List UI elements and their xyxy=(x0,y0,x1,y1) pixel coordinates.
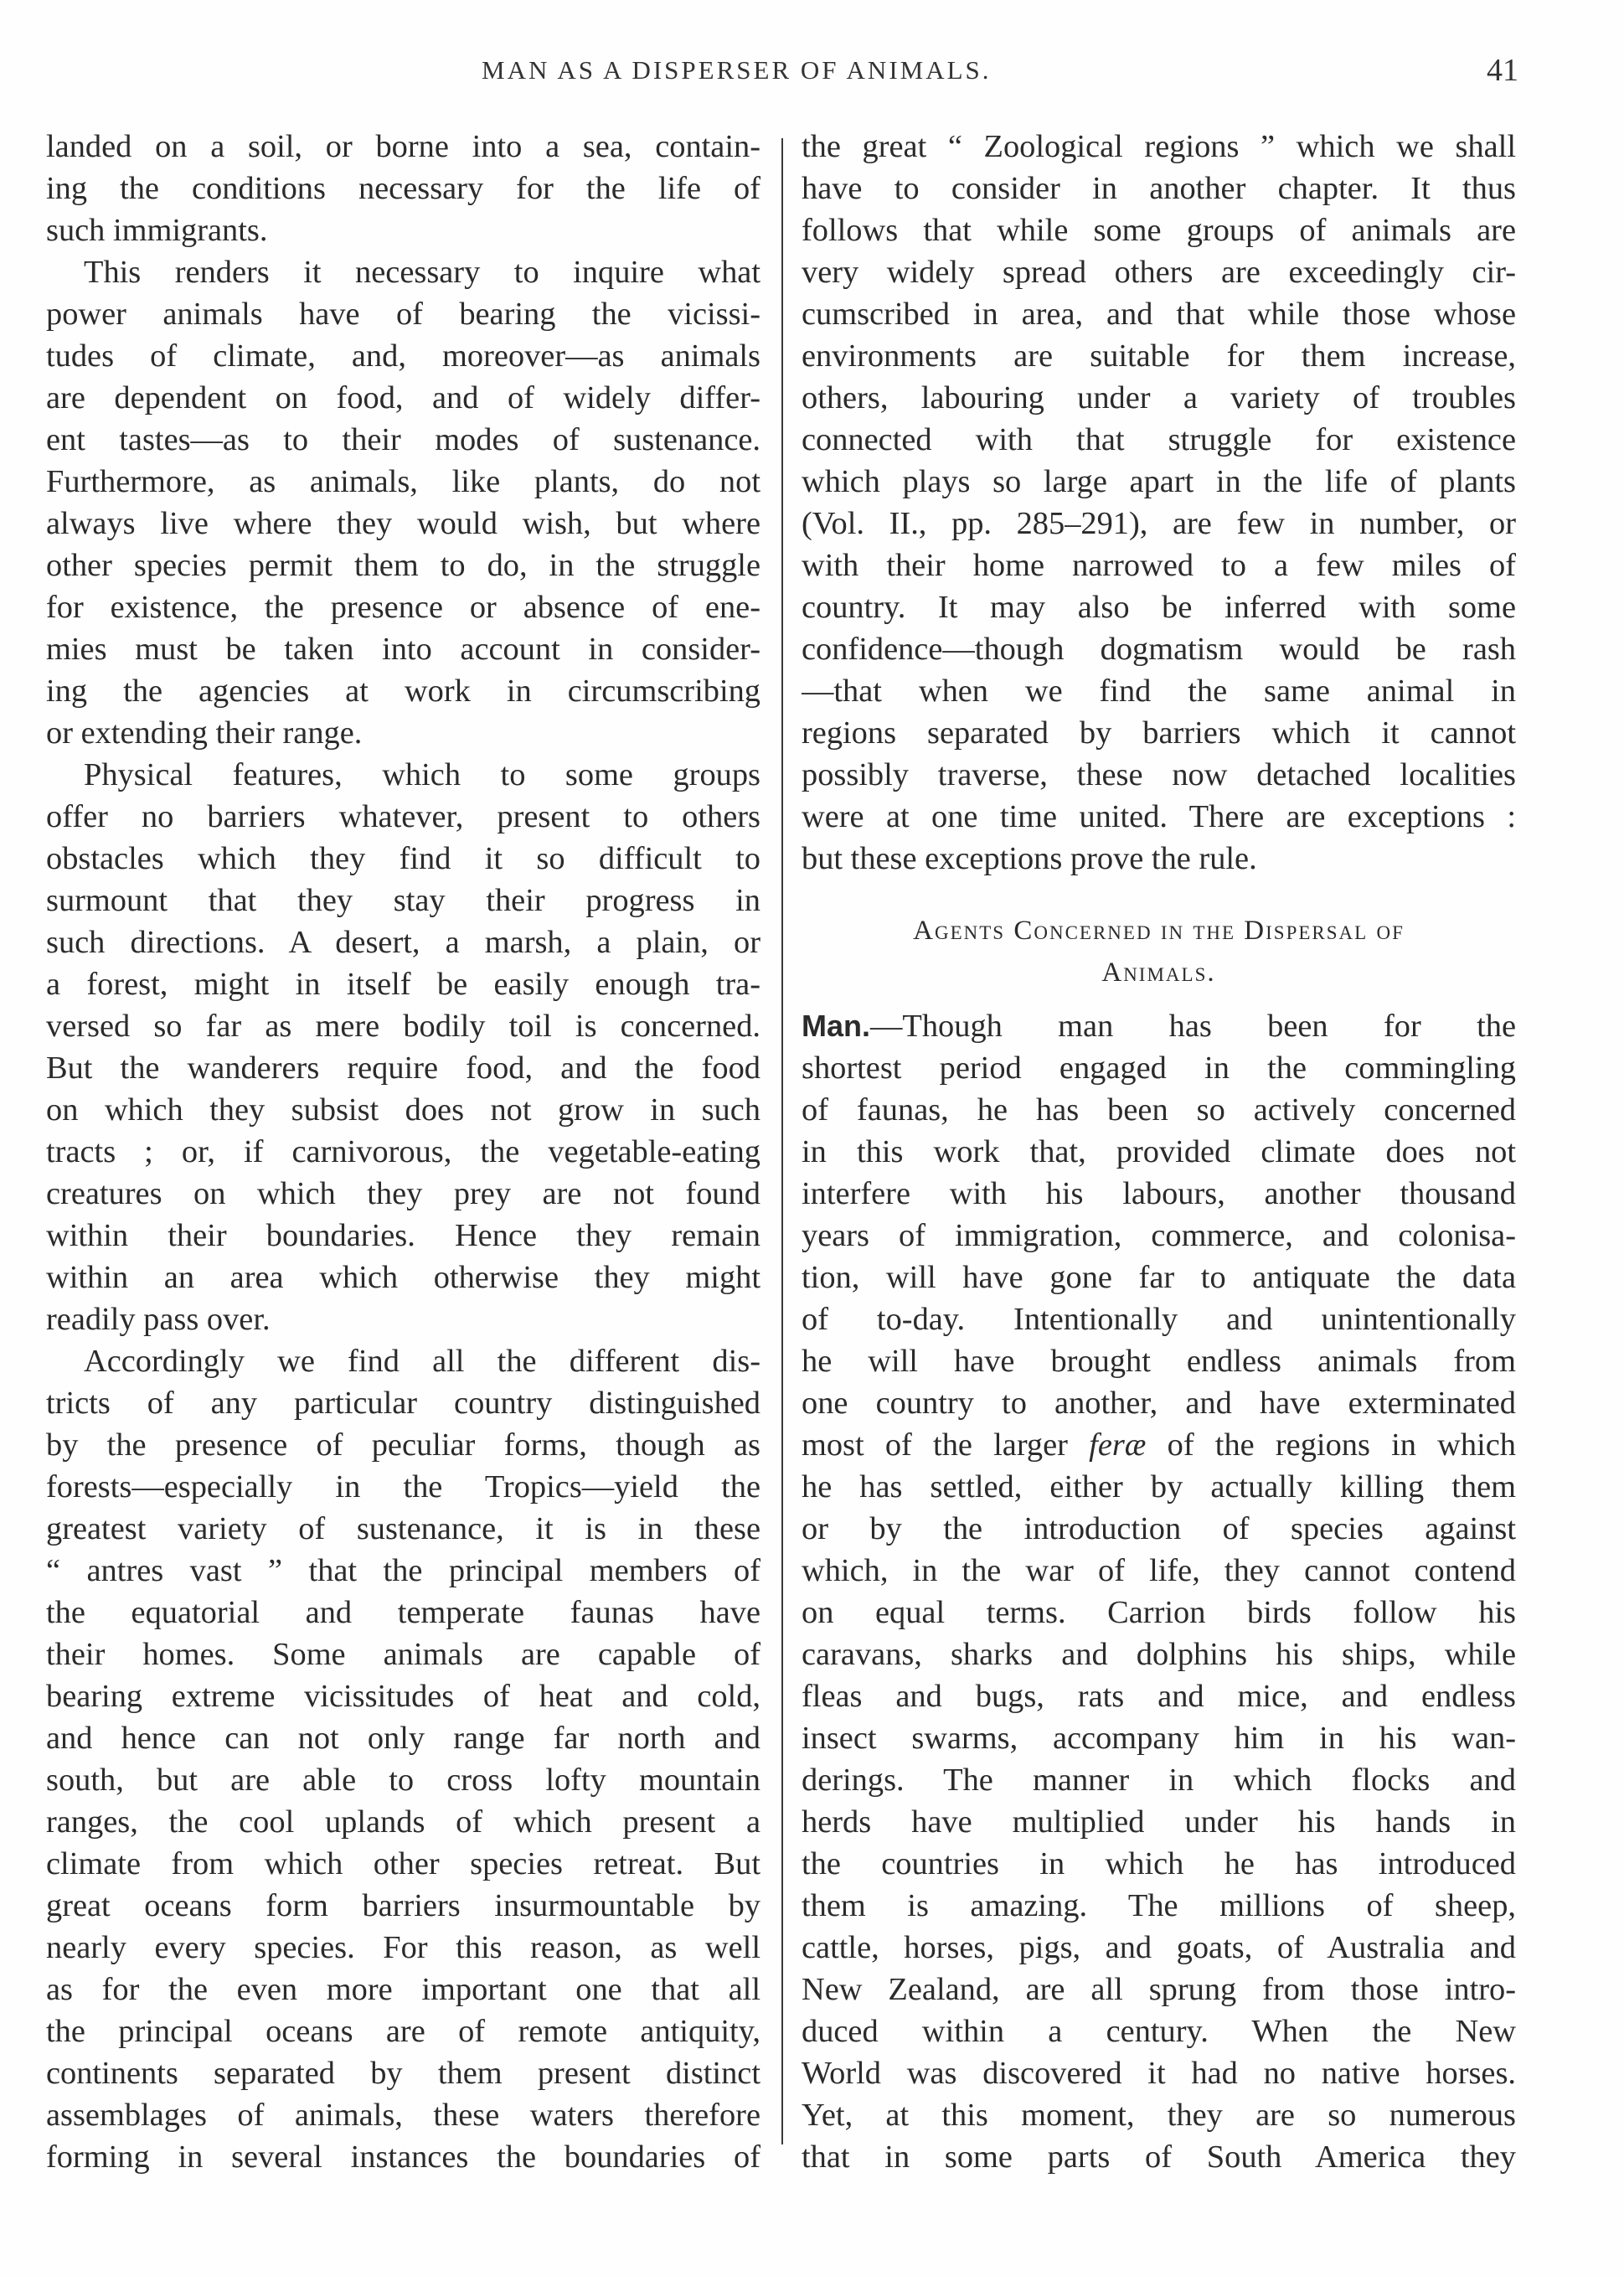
text-line: in this work that, provided climate does not xyxy=(802,1134,1516,1169)
text-line: ing the agencies at work in circumscribing xyxy=(46,674,760,709)
text-line: fleas and bugs, rats and mice, and endless xyxy=(802,1679,1516,1714)
text-line: tion, will have gone far to antiquate the data xyxy=(802,1260,1516,1295)
text-line: the countries in which he has introduced xyxy=(802,1846,1516,1881)
text-line: other species permit them to do, in the struggle xyxy=(46,548,760,583)
text-line: obstacles which they find it so difficult to xyxy=(46,841,760,876)
text-line: confidence—though dogmatism would be rash xyxy=(802,632,1516,667)
text-line: and hence can not only range far north and xyxy=(46,1721,760,1756)
text-line: regions separated by barriers which it cannot xyxy=(802,715,1516,751)
text-line: within an area which otherwise they might xyxy=(46,1260,760,1295)
text-line: readily pass over. xyxy=(46,1302,271,1337)
text-line: as for the even more important one that all xyxy=(46,1972,760,2007)
text-line: versed so far as mere bodily toil is concerned. xyxy=(46,1009,760,1044)
text-line: great oceans form barriers insurmountable by xyxy=(46,1888,760,1923)
text-line: within their boundaries. Hence they remain xyxy=(46,1218,760,1253)
text-line: one country to another, and have exterminated xyxy=(802,1386,1516,1421)
section-heading-line-1: Agents Concerned in the Dispersal of xyxy=(913,916,1405,946)
text-line: of faunas, he has been so actively concerned xyxy=(802,1092,1516,1128)
text-line: forests—especially in the Tropics—yield the xyxy=(46,1469,760,1504)
text-line: surmount that they stay their progress in xyxy=(46,883,760,918)
text-line: the principal oceans are of remote antiquity, xyxy=(46,2014,760,2049)
section-heading-line-2: Animals. xyxy=(1101,957,1216,988)
text-line: always live where they would wish, but where xyxy=(46,506,760,541)
text-line: or by the introduction of species against xyxy=(802,1511,1516,1546)
text-line: assemblages of animals, these waters therefore xyxy=(46,2098,760,2133)
text-line: were at one time united. There are exceptions : xyxy=(802,799,1516,834)
text-line: a forest, might in itself be easily enough tra- xyxy=(46,967,760,1002)
text-line: that in some parts of South America they xyxy=(802,2139,1516,2175)
text-line: on which they subsist does not grow in such xyxy=(46,1092,760,1128)
first-line-text: —Though man has been for the xyxy=(870,1009,1516,1044)
text-line: continents separated by them present distinct xyxy=(46,2056,760,2091)
text-line: the equatorial and temperate faunas have xyxy=(46,1595,760,1630)
man-paragraph xyxy=(802,1047,1516,1424)
man-paragraph-first-line xyxy=(802,1005,1516,1047)
text-line: years of immigration, commerce, and colonisa- xyxy=(802,1218,1516,1253)
text-line: (Vol. II., pp. 285–291), are few in number, or xyxy=(802,506,1516,541)
text-line: Furthermore, as animals, like plants, do not xyxy=(46,464,760,499)
text-line: offer no barriers whatever, present to others xyxy=(46,799,760,834)
text-line: —that when we find the same animal in xyxy=(802,674,1516,709)
text-line: follows that while some groups of animals are xyxy=(802,213,1516,248)
text-line: Physical features, which to some groups xyxy=(84,757,760,792)
text-line: possibly traverse, these now detached localities xyxy=(802,757,1516,792)
text-line: of to-day. Intentionally and unintentionally xyxy=(802,1302,1516,1337)
text-line: cumscribed in area, and that while those whose xyxy=(802,297,1516,332)
text-line: mies must be taken into account in consider- xyxy=(46,632,760,667)
text-line: by the presence of peculiar forms, though as xyxy=(46,1427,760,1463)
text-line: are dependent on food, and of widely differ- xyxy=(46,380,760,415)
text-line: interfere with his labours, another thousand xyxy=(802,1176,1516,1211)
left-column xyxy=(46,126,760,2178)
running-title: MAN AS A DISPERSER OF ANIMALS. xyxy=(482,55,992,85)
text-line: New Zealand, are all sprung from those intro- xyxy=(802,1972,1516,2007)
text-line: cattle, horses, pigs, and goats, of Australia and xyxy=(802,1930,1516,1965)
text-line: caravans, sharks and dolphins his ships, while xyxy=(802,1637,1516,1672)
text-line: which plays so large apart in the life of plants xyxy=(802,464,1516,499)
text-line: the great “ Zoological regions ” which we shall xyxy=(802,129,1516,164)
text-line: tudes of climate, and, moreover—as animals xyxy=(46,338,760,374)
text-line: he has settled, either by actually killing them xyxy=(802,1469,1516,1504)
text-line: but these exceptions prove the rule. xyxy=(802,841,1257,876)
italic-term: feræ xyxy=(1089,1427,1147,1463)
text-line: ent tastes—as to their modes of sustenance. xyxy=(46,422,760,457)
text-line: herds have multiplied under his hands in xyxy=(802,1804,1516,1840)
right-column xyxy=(802,126,1516,2178)
text-line: which, in the war of life, they cannot contend xyxy=(802,1553,1516,1588)
text-line: bearing extreme vicissitudes of heat and cold, xyxy=(46,1679,760,1714)
text-line: country. It may also be inferred with some xyxy=(802,590,1516,625)
page-number: 41 xyxy=(1487,53,1518,88)
text-line: World was discovered it had no native horses. xyxy=(802,2056,1516,2091)
text-line: such immigrants. xyxy=(46,213,268,248)
ferae-line: most of the larger feræ of the regions in which xyxy=(802,1427,1516,1463)
text-line: creatures on which they prey are not found xyxy=(46,1176,760,1211)
text-line: south, but are able to cross lofty mountain xyxy=(46,1762,760,1798)
text-line: others, labouring under a variety of troubles xyxy=(802,380,1516,415)
text-line: forming in several instances the boundaries of xyxy=(46,2139,760,2175)
text-line: Accordingly we find all the different dis- xyxy=(84,1344,760,1379)
text-line: “ antres vast ” that the principal members of xyxy=(46,1553,760,1588)
text-line: nearly every species. For this reason, as well xyxy=(46,1930,760,1965)
man-paragraph-continued xyxy=(802,1466,1516,2178)
right-column-paragraph xyxy=(802,126,1516,880)
run-in-head: Man. xyxy=(802,1009,871,1043)
text-line: tracts ; or, if carnivorous, the vegetable-eating xyxy=(46,1134,760,1169)
text-line: But the wanderers require food, and the food xyxy=(46,1050,760,1086)
text-line: ranges, the cool uplands of which present a xyxy=(46,1804,760,1840)
text-line: their homes. Some animals are capable of xyxy=(46,1637,760,1672)
text-line: power animals have of bearing the vicissi- xyxy=(46,297,760,332)
text-line: them is amazing. The millions of sheep, xyxy=(802,1888,1516,1923)
column-rule xyxy=(781,138,783,2144)
text-line: for existence, the presence or absence of ene- xyxy=(46,590,760,625)
text-line: duced within a century. When the New xyxy=(802,2014,1516,2049)
text-line: connected with that struggle for existence xyxy=(802,422,1516,457)
text-line: tricts of any particular country distinguished xyxy=(46,1386,760,1421)
text-line: such directions. A desert, a marsh, a plain, or xyxy=(46,925,760,960)
running-head xyxy=(0,52,1624,94)
text-line: or extending their range. xyxy=(46,715,363,751)
text-line: on equal terms. Carrion birds follow his xyxy=(802,1595,1516,1630)
text-line: have to consider in another chapter. It thus xyxy=(802,171,1516,206)
text-line: ing the conditions necessary for the life of xyxy=(46,171,760,206)
text-line: very widely spread others are exceedingly cir- xyxy=(802,255,1516,290)
text-line: This renders it necessary to inquire what xyxy=(84,255,760,290)
text-line: environments are suitable for them increase, xyxy=(802,338,1516,374)
text-line: landed on a soil, or borne into a sea, contain- xyxy=(46,129,760,164)
text-line: derings. The manner in which flocks and xyxy=(802,1762,1516,1798)
text-line: insect swarms, accompany him in his wan- xyxy=(802,1721,1516,1756)
text-line: Yet, at this moment, they are so numerous xyxy=(802,2098,1516,2133)
text-line: greatest variety of sustenance, it is in these xyxy=(46,1511,760,1546)
text-line: climate from which other species retreat. But xyxy=(46,1846,760,1881)
text-line: shortest period engaged in the commingling xyxy=(802,1050,1516,1086)
text-line: he will have brought endless animals from xyxy=(802,1344,1516,1379)
text-line: with their home narrowed to a few miles of xyxy=(802,548,1516,583)
